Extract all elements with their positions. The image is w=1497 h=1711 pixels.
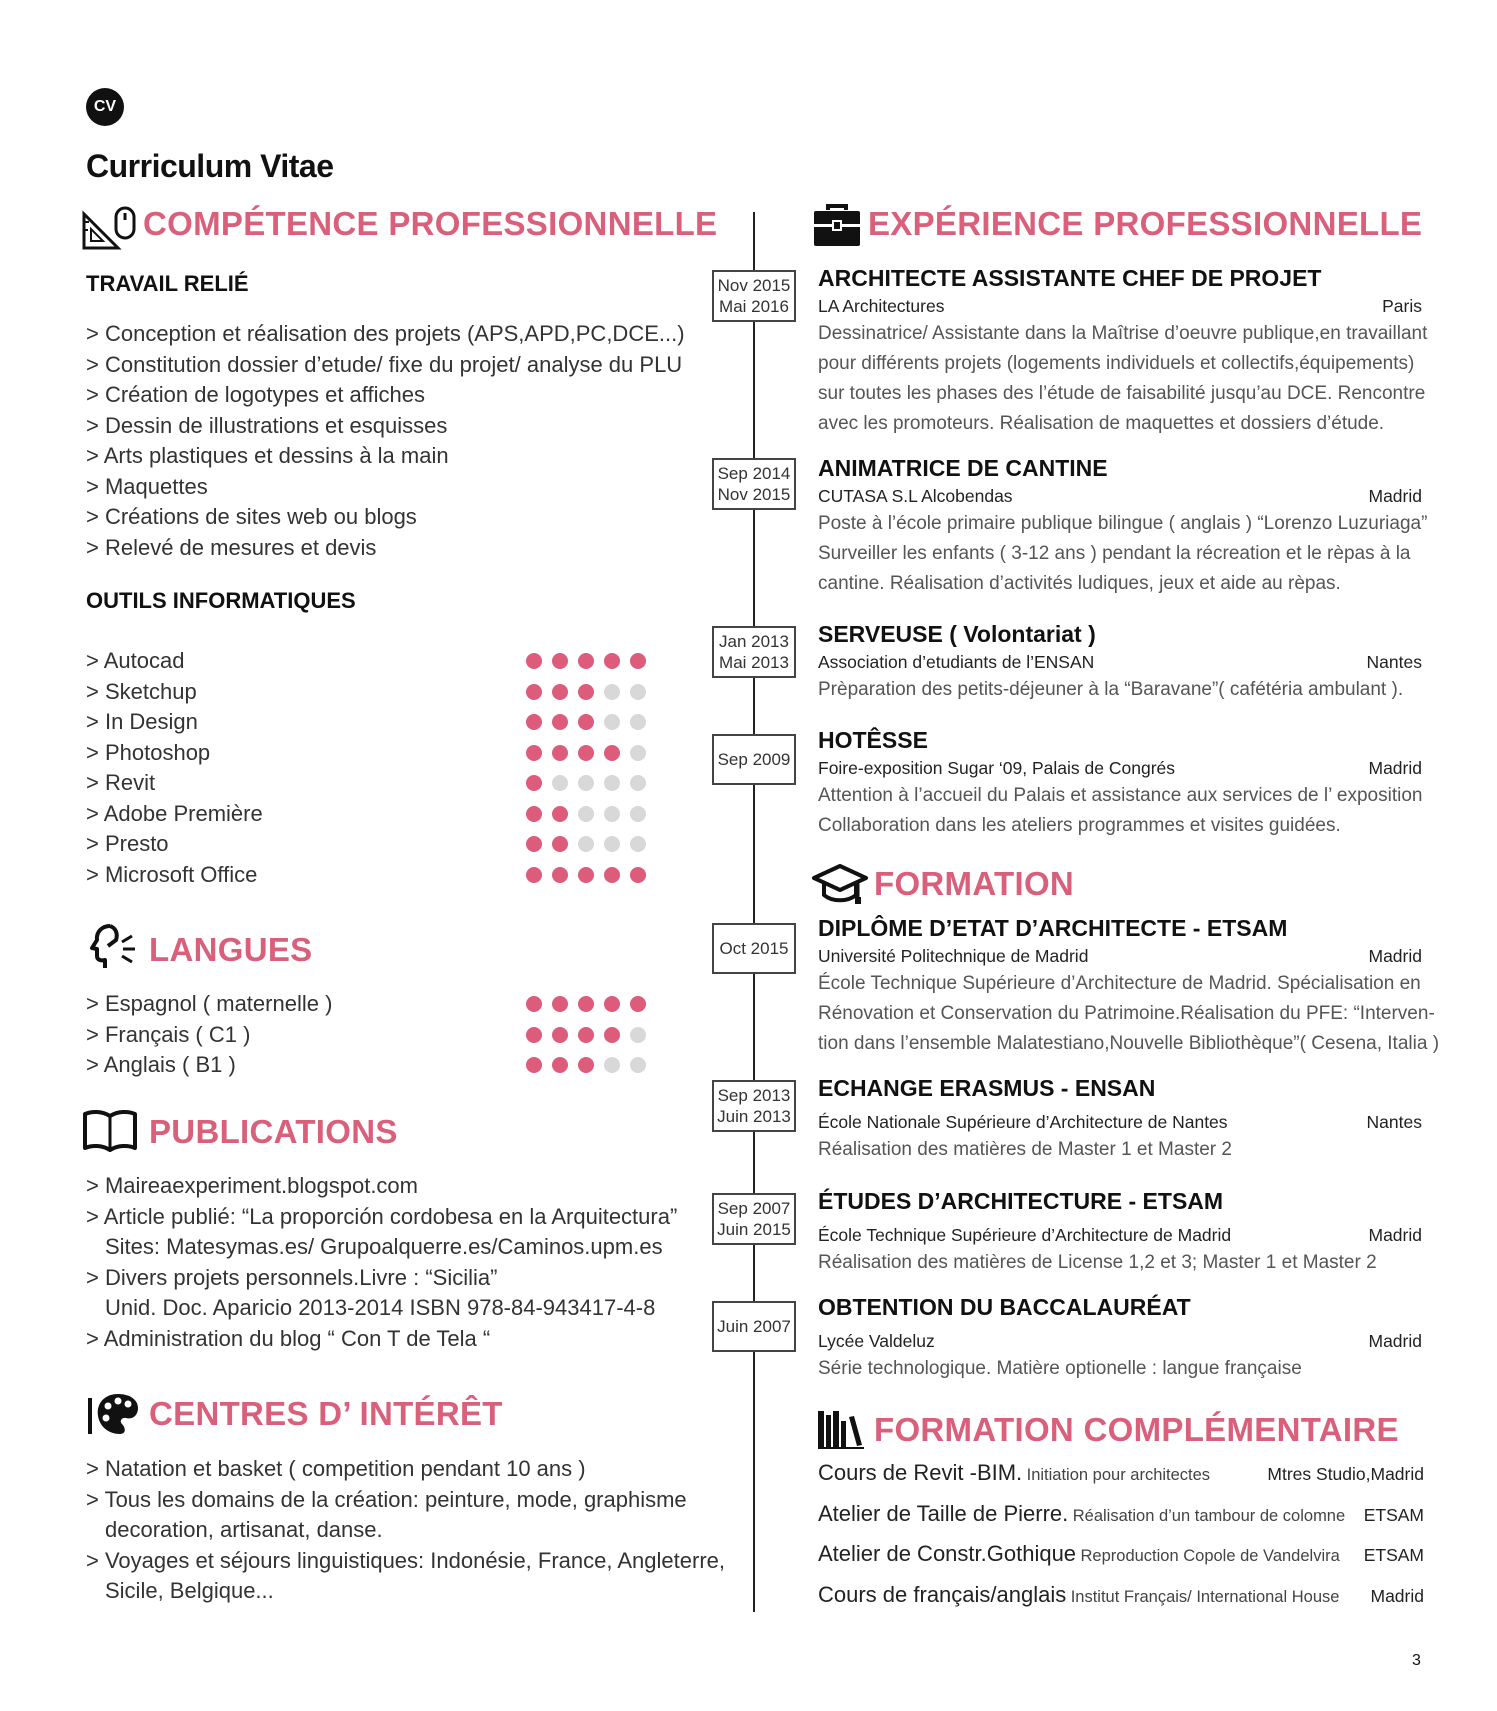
rating-row xyxy=(526,1027,646,1058)
course-name: Cours de Revit -BIM. xyxy=(818,1460,1023,1485)
page-number: 3 xyxy=(1412,1652,1421,1669)
course-name: Atelier de Constr.Gothique xyxy=(818,1541,1077,1566)
rating-dot-empty xyxy=(604,836,620,852)
job-org: Foire-exposition Sugar ‘09, Palais de Congrés xyxy=(818,758,1175,778)
rating-dot-filled xyxy=(552,806,568,822)
formation-title: OBTENTION DU BACCALAURÉAT xyxy=(818,1294,1191,1320)
langues-list xyxy=(86,989,332,1081)
publications-list xyxy=(86,1171,677,1354)
rating-dot-filled xyxy=(526,996,542,1012)
list-item: Sites: Matesymas.es/ Grupoalquerre.es/Caminos.upm.es xyxy=(105,1234,663,1259)
course-name: Cours de français/anglais xyxy=(818,1581,1067,1607)
list-item: > Créations de sites web ou blogs xyxy=(86,504,417,529)
rating-dot-empty xyxy=(578,806,594,822)
cv-badge: CV xyxy=(86,88,124,126)
formation-description: École Technique Supérieure d’Architecture de Madrid. Spécialisation en Rénovation et Conservation du Patrimoine.Réalisation du PFE: “Interven- tion dans l’ensemble Malatestiano,Nouvelle Bibliothèque”( Cesena, Italia ) xyxy=(818,973,1440,1054)
skill-label: > Sketchup xyxy=(86,678,197,704)
rating-dot-filled xyxy=(526,714,542,730)
rating-dot-filled xyxy=(578,1027,594,1043)
outils-rating-dots xyxy=(526,653,646,897)
job-city: Nantes xyxy=(1366,652,1422,672)
job-city: Madrid xyxy=(1368,758,1422,778)
course-place: ETSAM xyxy=(1363,1504,1424,1525)
skill-label: > In Design xyxy=(86,709,198,734)
rating-dot-empty xyxy=(630,1027,646,1043)
rating-dot-filled xyxy=(604,867,620,883)
bookshelf-icon xyxy=(816,1407,866,1449)
list-item xyxy=(818,1541,1424,1582)
formation-school: Lycée Valdeluz xyxy=(818,1331,935,1351)
rating-dot-filled xyxy=(552,1057,568,1073)
rating-dot-filled xyxy=(604,653,620,669)
complementaire-list xyxy=(818,1460,1424,1622)
course-name: Atelier de Taille de Pierre. xyxy=(818,1500,1069,1526)
rating-dot-empty xyxy=(630,806,646,822)
list-item: > Voyages et séjours linguistiques: Indonésie, France, Angleterre, xyxy=(86,1547,725,1573)
formation-school: École Nationale Supérieure d’Architecture de Nantes xyxy=(818,1112,1228,1132)
rating-dot-filled xyxy=(526,745,542,761)
list-item: Unid. Doc. Aparicio 2013-2014 ISBN 978-84-943417-4-8 xyxy=(105,1295,656,1320)
publications-heading: PUBLICATIONS xyxy=(149,1113,398,1150)
course-place: ETSAM xyxy=(1363,1545,1424,1565)
course-note: Initiation pour architectes xyxy=(1026,1466,1211,1484)
formation-city: Madrid xyxy=(1368,946,1422,966)
formation-school: École Technique Supérieure d’Architecture de Madrid xyxy=(818,1225,1232,1245)
interets-list xyxy=(86,1454,725,1607)
rating-dot-filled xyxy=(526,1027,542,1043)
interets-heading: CENTRES D’ INTÉRÊT xyxy=(149,1395,503,1432)
list-item: > Arts plastiques et dessins à la main xyxy=(86,443,449,468)
art-palette-icon xyxy=(86,1390,140,1438)
course-place: Madrid xyxy=(1370,1585,1424,1606)
course-note: Reproduction Copole de Vandelvira xyxy=(1080,1547,1340,1565)
rating-dot-filled xyxy=(578,1057,594,1073)
rating-row xyxy=(526,745,646,776)
rating-dot-filled xyxy=(578,996,594,1012)
outils-list xyxy=(86,646,263,890)
language-label: > Français ( C1 ) xyxy=(86,1021,251,1047)
rating-dot-filled xyxy=(526,867,542,883)
rating-dot-filled xyxy=(630,653,646,669)
list-item: > Natation et basket ( competition pendant 10 ans ) xyxy=(86,1456,586,1481)
date-box: Sep 2013 Juin 2013 xyxy=(712,1080,796,1132)
formation-description: Réalisation des matières de License 1,2 et 3; Master 1 et Master 2 xyxy=(818,1252,1377,1273)
page-title: Curriculum Vitae xyxy=(86,148,334,184)
formation-city: Madrid xyxy=(1368,1331,1422,1351)
formation-title: ÉTUDES D’ARCHITECTURE - ETSAM xyxy=(818,1188,1224,1214)
date-box: Sep 2007 Juin 2015 xyxy=(712,1193,796,1245)
list-item: > Relevé de mesures et devis xyxy=(86,534,377,560)
job-title: HOTÊSSE xyxy=(818,727,928,753)
experience-heading: EXPÉRIENCE PROFESSIONNELLE xyxy=(868,205,1423,242)
rating-dot-filled xyxy=(604,745,620,761)
rating-dot-empty xyxy=(552,775,568,791)
rating-dot-filled xyxy=(526,806,542,822)
skill-label: > Revit xyxy=(86,770,156,795)
rating-dot-filled xyxy=(604,996,620,1012)
list-item xyxy=(818,1582,1424,1623)
job-description: Attention à l’accueil du Palais et assistance aux services de l’ exposition Collaboration dans les ateliers programmes et visites guidées. xyxy=(818,785,1423,836)
formation-entry xyxy=(818,1294,1422,1384)
graduation-cap-icon xyxy=(812,862,868,906)
date-box: Oct 2015 xyxy=(712,923,796,974)
skill-label: > Photoshop xyxy=(86,739,211,765)
rating-dot-filled xyxy=(552,1027,568,1043)
date-box: Sep 2009 xyxy=(712,734,796,785)
job-entry xyxy=(818,727,1422,841)
rating-dot-filled xyxy=(526,836,542,852)
rating-dot-empty xyxy=(630,775,646,791)
formation-city: Madrid xyxy=(1368,1225,1422,1245)
formation-title: DIPLÔME D’ETAT D’ARCHITECTE - ETSAM xyxy=(818,915,1288,941)
date-box: Jan 2013 Mai 2013 xyxy=(712,626,796,678)
rating-row xyxy=(526,806,646,837)
list-item: > Constitution dossier d’etude/ fixe du projet/ analyse du PLU xyxy=(86,351,683,377)
job-description: Dessinatrice/ Assistante dans la Maîtrise d’oeuvre publique,en travaillant pour différents projets (logements individuels et collectifs,équipements) sur toutes les phases des l’étude de faisabilité jusqu’au DCE. Rencontre avec les promoteurs. Réalisation de maquettes et dossiers d’étude. xyxy=(818,323,1428,434)
list-item xyxy=(818,1460,1424,1501)
skill-label: > Presto xyxy=(86,831,169,856)
formation-entry xyxy=(818,1188,1422,1278)
list-item: > Tous les domains de la création: peinture, mode, graphisme xyxy=(86,1486,687,1512)
job-org: Association d’etudiants de l’ENSAN xyxy=(818,652,1095,672)
list-item: > Article publié: “La proporción cordobesa en la Arquitectura” xyxy=(86,1203,678,1229)
rating-dot-filled xyxy=(552,836,568,852)
rating-dot-filled xyxy=(630,996,646,1012)
timeline-line xyxy=(753,212,755,1612)
course-note: Réalisation d’un tambour de colomne xyxy=(1072,1506,1346,1525)
skill-label: > Microsoft Office xyxy=(86,861,258,887)
formation-entry xyxy=(818,915,1440,1059)
rating-dot-filled xyxy=(630,867,646,883)
rating-dot-filled xyxy=(552,867,568,883)
skill-label: > Adobe Première xyxy=(86,800,263,826)
briefcase-icon xyxy=(812,202,862,248)
formation-school: Université Politechnique de Madrid xyxy=(818,946,1089,966)
formation-description: Réalisation des matières de Master 1 et Master 2 xyxy=(818,1139,1232,1160)
travail-heading: TRAVAIL RELIÉ xyxy=(86,271,249,296)
rating-dot-empty xyxy=(630,1057,646,1073)
rating-row xyxy=(526,684,646,715)
rating-dot-empty xyxy=(604,1057,620,1073)
langues-rating-dots xyxy=(526,996,646,1088)
course-note: Institut Français/ International House xyxy=(1070,1587,1340,1606)
rating-dot-filled xyxy=(552,653,568,669)
rating-dot-filled xyxy=(578,653,594,669)
rating-dot-empty xyxy=(578,775,594,791)
formation-title: ECHANGE ERASMUS - ENSAN xyxy=(818,1075,1156,1101)
formation-description: Série technologique. Matière optionelle : langue française xyxy=(818,1358,1302,1379)
rating-dot-filled xyxy=(526,775,542,791)
rating-row xyxy=(526,775,646,806)
list-item xyxy=(818,1501,1424,1542)
rating-dot-filled xyxy=(552,996,568,1012)
list-item: > Création de logotypes et affiches xyxy=(86,382,425,407)
job-entry xyxy=(818,455,1428,599)
rating-row xyxy=(526,653,646,684)
list-item: > Administration du blog “ Con T de Tela “ xyxy=(86,1325,491,1351)
date-box: Juin 2007 xyxy=(712,1301,796,1352)
job-entry xyxy=(818,265,1428,439)
rating-dot-empty xyxy=(630,684,646,700)
rating-dot-filled xyxy=(526,684,542,700)
rating-dot-empty xyxy=(578,836,594,852)
drafting-tools-icon xyxy=(80,204,138,252)
job-description: Poste à l’école primaire publique bilingue ( anglais ) “Lorenzo Luzuriaga” Surveiller les enfants ( 3-12 ans ) pendant la récreation et le rèpas à la cantine. Réalisation d’activités ludiques, jeux et aide au rèpas. xyxy=(818,513,1428,594)
rating-row xyxy=(526,836,646,867)
formation-city: Nantes xyxy=(1366,1112,1422,1132)
travail-list xyxy=(86,319,685,563)
rating-row xyxy=(526,996,646,1027)
formation-heading: FORMATION xyxy=(874,865,1075,902)
skill-label: > Autocad xyxy=(86,648,185,673)
rating-dot-empty xyxy=(604,775,620,791)
rating-dot-empty xyxy=(630,836,646,852)
list-item: Sicile, Belgique... xyxy=(105,1578,274,1603)
rating-dot-filled xyxy=(552,745,568,761)
job-city: Madrid xyxy=(1368,486,1422,506)
rating-dot-filled xyxy=(578,714,594,730)
date-box: Nov 2015 Mai 2016 xyxy=(712,270,796,322)
language-label: > Espagnol ( maternelle ) xyxy=(86,991,333,1016)
job-title: ARCHITECTE ASSISTANTE CHEF DE PROJET xyxy=(818,265,1322,291)
job-title: SERVEUSE ( Volontariat ) xyxy=(818,621,1096,647)
open-book-icon xyxy=(82,1108,138,1152)
outils-heading: OUTILS INFORMATIQUES xyxy=(86,588,356,613)
competence-heading: COMPÉTENCE PROFESSIONNELLE xyxy=(143,205,718,242)
complementaire-heading: FORMATION COMPLÉMENTAIRE xyxy=(874,1411,1399,1448)
job-description: Prèparation des petits-déjeuner à la “Baravane”( cafétéria ambulant ). xyxy=(818,679,1404,700)
date-box: Sep 2014 Nov 2015 xyxy=(712,458,796,510)
language-label: > Anglais ( B1 ) xyxy=(86,1052,236,1077)
job-org: CUTASA S.L Alcobendas xyxy=(818,486,1013,506)
rating-dot-filled xyxy=(526,653,542,669)
rating-dot-filled xyxy=(578,684,594,700)
rating-dot-filled xyxy=(526,1057,542,1073)
rating-dot-filled xyxy=(604,1027,620,1043)
job-city: Paris xyxy=(1382,296,1422,316)
list-item: > Divers projets personnels.Livre : “Sicilia” xyxy=(86,1264,498,1290)
course-place: Mtres Studio,Madrid xyxy=(1267,1464,1424,1484)
langues-heading: LANGUES xyxy=(149,931,313,968)
job-entry xyxy=(818,621,1422,705)
rating-dot-filled xyxy=(578,745,594,761)
job-org: LA Architectures xyxy=(818,296,945,316)
list-item: > Conception et réalisation des projets (APS,APD,PC,DCE...) xyxy=(86,321,685,346)
rating-dot-filled xyxy=(578,867,594,883)
rating-row xyxy=(526,1057,646,1088)
list-item: decoration, artisanat, danse. xyxy=(105,1517,383,1542)
rating-dot-empty xyxy=(604,684,620,700)
list-item: > Maquettes xyxy=(86,473,208,499)
rating-row xyxy=(526,867,646,898)
list-item: > Maireaexperiment.blogspot.com xyxy=(86,1173,418,1198)
formation-entry xyxy=(818,1075,1422,1165)
rating-dot-filled xyxy=(552,714,568,730)
rating-dot-filled xyxy=(552,684,568,700)
rating-dot-empty xyxy=(604,806,620,822)
rating-dot-empty xyxy=(604,714,620,730)
speaking-head-icon xyxy=(88,922,142,972)
rating-dot-empty xyxy=(630,745,646,761)
job-title: ANIMATRICE DE CANTINE xyxy=(818,455,1108,481)
rating-row xyxy=(526,714,646,745)
list-item: > Dessin de illustrations et esquisses xyxy=(86,412,448,438)
rating-dot-empty xyxy=(630,714,646,730)
